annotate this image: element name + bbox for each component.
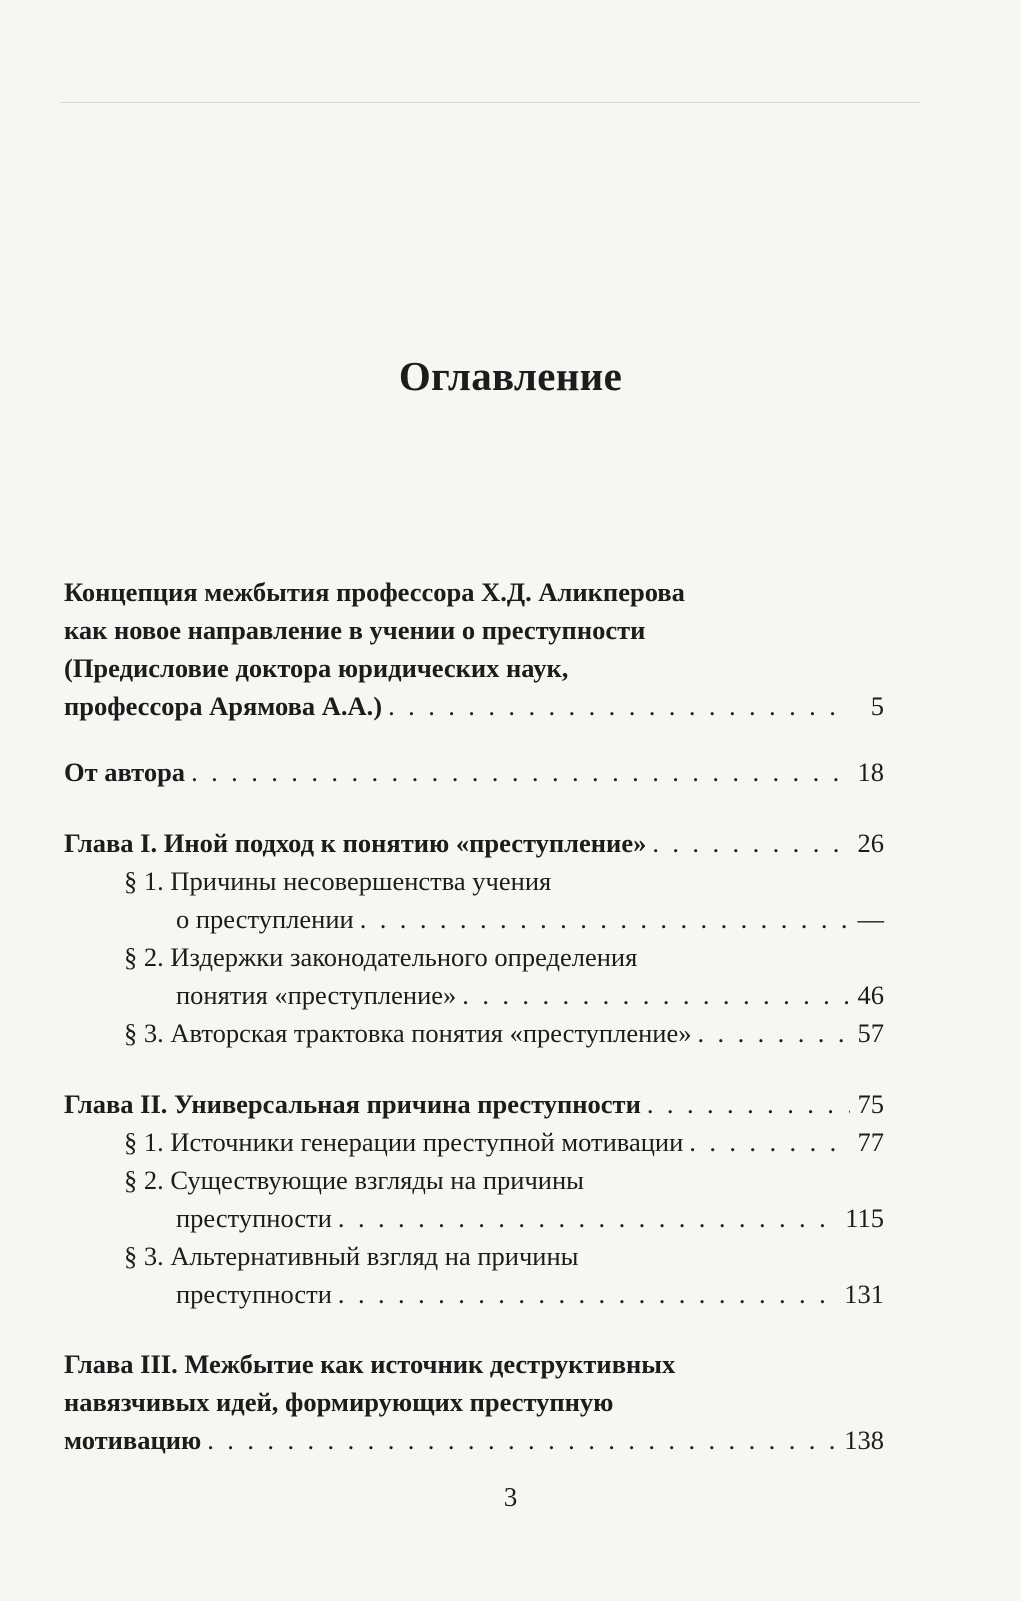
toc-preface-line-1: Концепция межбытия профессора Х.Д. Аликперова bbox=[64, 577, 685, 607]
toc-entry-text: преступности bbox=[176, 1279, 332, 1309]
toc-ch2-sec1[interactable] bbox=[124, 1124, 884, 1160]
toc-entry-text: понятия «преступление» bbox=[176, 980, 457, 1010]
leader-dots bbox=[647, 1086, 850, 1122]
toc-entry-text: профессора Арямова А.А.) bbox=[64, 691, 383, 721]
leader-dots bbox=[689, 1124, 850, 1160]
toc-ch2-sec3-line-1: § 3. Альтернативный взгляд на причины bbox=[124, 1241, 579, 1271]
page-number: 3 bbox=[503, 1482, 518, 1512]
toc-ch2-sec2[interactable] bbox=[176, 1200, 884, 1236]
toc-page-number: 26 bbox=[857, 828, 884, 858]
toc-entry-text: о преступлении bbox=[176, 904, 354, 934]
toc-page-number: 131 bbox=[844, 1279, 884, 1309]
toc-ch1-sec1-line-1: § 1. Причины несовершенства учения bbox=[124, 866, 552, 896]
toc-page-number: 75 bbox=[857, 1089, 884, 1119]
toc-preface-line-3: (Предисловие доктора юридических наук, bbox=[64, 653, 569, 683]
leader-dots bbox=[191, 754, 850, 790]
toc-chapter-2[interactable] bbox=[64, 1086, 884, 1122]
toc-ch1-sec3[interactable] bbox=[124, 1015, 884, 1051]
toc-chapter-3[interactable] bbox=[64, 1422, 884, 1458]
toc-entry-text: § 3. Авторская трактовка понятия «преступление» bbox=[124, 1018, 692, 1048]
toc-entry-text: Глава II. Универсальная причина преступности bbox=[64, 1089, 641, 1119]
toc-page-number: 138 bbox=[844, 1425, 884, 1455]
toc-page-number: 77 bbox=[857, 1127, 884, 1157]
toc-page-number: — bbox=[857, 904, 884, 934]
leader-dots bbox=[462, 977, 850, 1013]
toc-page-number: 57 bbox=[857, 1018, 884, 1048]
toc-page-number: 18 bbox=[857, 757, 884, 787]
toc-entry-text: От автора bbox=[64, 757, 186, 787]
toc-page-number: 115 bbox=[845, 1203, 884, 1233]
toc-ch1-sec2-line-1: § 2. Издержки законодательного определения bbox=[124, 942, 638, 972]
toc-entry-text: Глава I. Иной подход к понятию «преступление» bbox=[64, 828, 647, 858]
toc-chapter-3-line-2: навязчивых идей, формирующих преступную bbox=[64, 1387, 614, 1417]
leader-dots bbox=[360, 901, 850, 937]
toc-page-number: 5 bbox=[870, 691, 884, 721]
toc-ch2-sec2-line-1: § 2. Существующие взгляды на причины bbox=[124, 1165, 584, 1195]
leader-dots bbox=[338, 1276, 838, 1312]
toc-ch2-sec3[interactable] bbox=[176, 1276, 884, 1312]
toc-preface-line-2: как новое направление в учении о преступности bbox=[64, 615, 646, 645]
toc-from-author[interactable] bbox=[64, 754, 884, 790]
leader-dots bbox=[388, 688, 850, 724]
leader-dots bbox=[652, 825, 850, 861]
page-title: Оглавление bbox=[398, 353, 623, 399]
toc-ch1-sec2[interactable] bbox=[176, 977, 884, 1013]
toc-entry-text: § 1. Источники генерации преступной мотивации bbox=[124, 1127, 684, 1157]
toc-entry-text: мотивацию bbox=[64, 1425, 202, 1455]
toc-chapter-1[interactable] bbox=[64, 825, 884, 861]
toc-chapter-3-line-1: Глава III. Межбытие как источник деструктивных bbox=[64, 1349, 676, 1379]
leader-dots bbox=[697, 1015, 850, 1051]
toc-ch1-sec1[interactable] bbox=[176, 901, 884, 937]
toc-preface-last-line[interactable] bbox=[64, 688, 884, 724]
leader-dots bbox=[207, 1422, 838, 1458]
bleed-through-rule bbox=[60, 102, 920, 103]
toc-entry-text: преступности bbox=[176, 1203, 332, 1233]
toc-page-number: 46 bbox=[857, 980, 884, 1010]
leader-dots bbox=[338, 1200, 839, 1236]
